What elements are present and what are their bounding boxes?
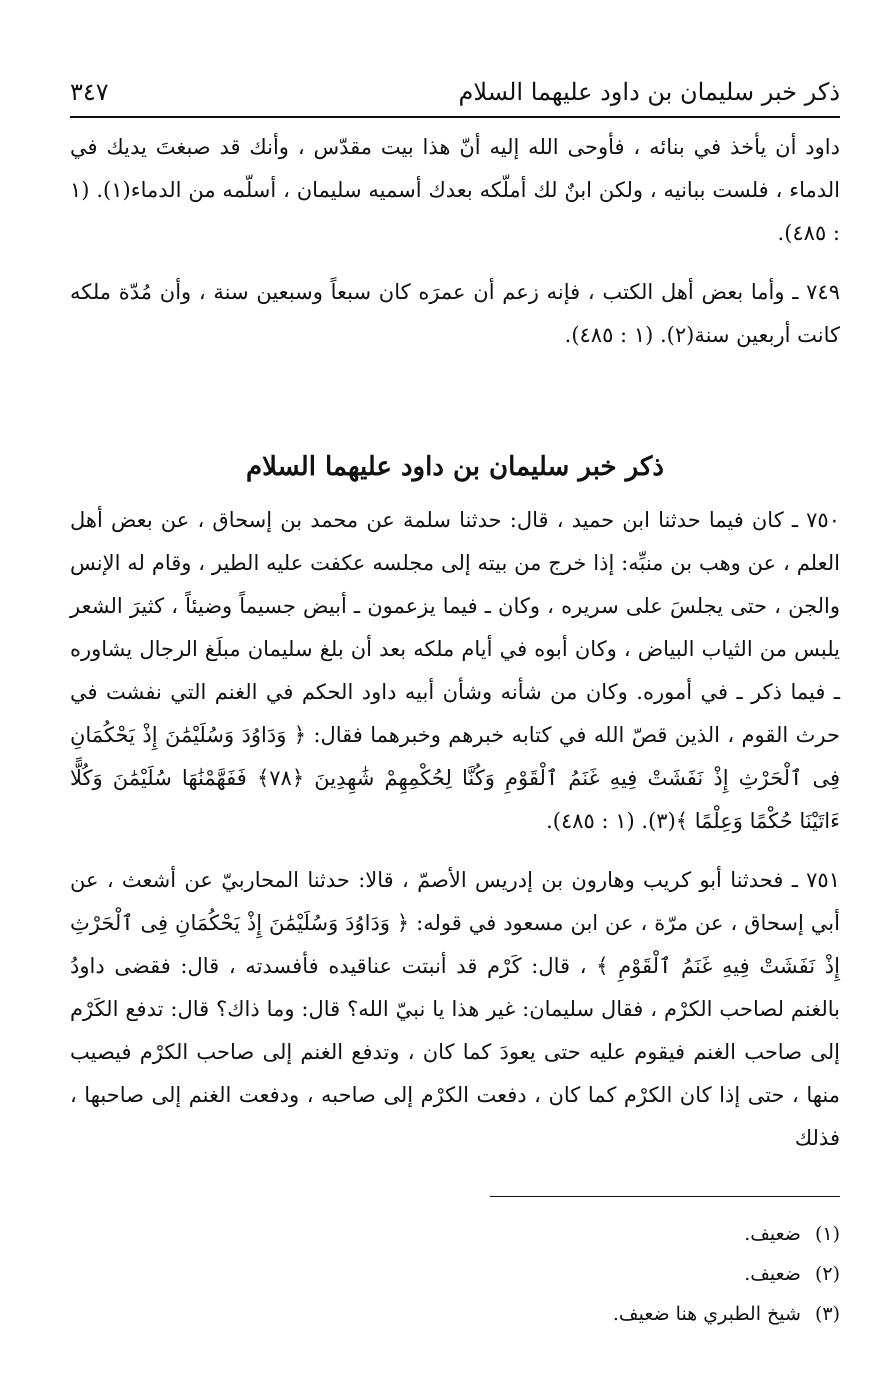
footnote-text: ضعيف. (744, 1263, 801, 1285)
paragraph: داود أن يأخذ في بنائه ، فأوحى الله إليه أنّ هذا بيت مقدّس ، وأنك قد صبغتَ يديك في الدماء ، فلست ببانيه ، ولكن ابنٌ لك أملّكه بعدك أسميه سليمان ، أسلّمه من الدماء(١). (١ : ٤٨٥). (70, 135, 840, 245)
running-header (70, 70, 840, 114)
footnote (70, 1214, 840, 1254)
footnote (70, 1254, 840, 1294)
footnote-number: (٣) (814, 1303, 840, 1325)
paragraph: ٧٥١ ـ فحدثنا أبو كريب وهارون بن إدريس الأصمّ ، قالا: حدثنا المحاربيّ عن أشعث ، عن أبي إسحاق ، عن مرّة ، عن ابن مسعود في قوله: ﴿ وَدَاوُدَ وَسُلَيْمَٰنَ إِذْ يَحْكُمَانِ فِى ٱلْحَرْثِ إِذْ نَفَشَتْ فِيهِ غَنَمُ ٱلْقَوْمِ ﴾ ، قال: كَرْم قد أنبتت عناقيده فأفسدته ، قال: فقضى داودُ بالغنم لصاحب الكرْم ، فقال سليمان: غير هذا يا نبيّ الله؟ قال: وما ذاك؟ قال: تدفع الكَرْم إلى صاحب الغنم فيقوم عليه حتى يعودَ كما كان ، وتدفع الغنم إلى صاحب الكرْم فيصيب منها ، حتى إذا كان الكرْم كما كان ، دفعت الكرْم إلى صاحبه ، ودفعت الغنم إلى صاحبها ، فذلك (70, 868, 840, 1150)
footnote (70, 1294, 840, 1334)
main-text (70, 126, 840, 1160)
page-number: ٣٤٧ (70, 78, 109, 106)
footnotes (70, 1214, 840, 1334)
paragraph: ٧٥٠ ـ كان فيما حدثنا ابن حميد ، قال: حدثنا سلمة عن محمد بن إسحاق ، عن بعض أهل العلم ، عن وهب بن منبِّه: إذا خرج من بيته إلى مجلسه عكفت عليه الطير ، وقام له الإنس والجن ، حتى يجلسَ على سريره ، وكان ـ فيما يزعمون ـ أبيض جسيماً وضيئاً ، كثيرَ الشعر يلبس من الثياب البياض ، وكان أبوه في أيام ملكه بعد أن بلغ سليمان مبلَغ الرجال يشاوره ـ فيما ذكر ـ في أموره. وكان من شأنه وشأن أبيه داود الحكم في الغنم التي نفشت في حرث القوم ، الذين قصّ الله في كتابه خبرهم وخبرهما فقال: ﴿ وَدَاوُدَ وَسُلَيْمَٰنَ إِذْ يَحْكُمَانِ فِى ٱلْحَرْثِ إِذْ نَفَشَتْ فِيهِ غَنَمُ ٱلْقَوْمِ وَكُنَّا لِحُكْمِهِمْ شَٰهِدِينَ ﴿٧٨﴾ فَفَهَّمْنَٰهَا سُلَيْمَٰنَ وَكُلًّا ءَاتَيْنَا حُكْمًا وَعِلْمًا ﴾(٣). (١ : ٤٨٥). (70, 508, 840, 833)
footnote-separator (490, 1196, 840, 1197)
running-title: ذكر خبر سليمان بن داود عليهما السلام (458, 78, 840, 106)
paragraph-gap (70, 843, 840, 859)
header-rule (70, 116, 840, 118)
section-title: ذكر خبر سليمان بن داود عليهما السلام (246, 452, 664, 482)
footnote-text: ضعيف. (744, 1223, 801, 1245)
footnote-text: شيخ الطبري هنا ضعيف. (612, 1303, 801, 1325)
footnote-number: (١) (814, 1223, 840, 1245)
paragraph-gap (70, 255, 840, 271)
section-gap (70, 357, 840, 443)
paragraph: ٧٤٩ ـ وأما بعض أهل الكتب ، فإنه زعم أن عمرَه كان سبعاً وسبعين سنة ، وأن مُدّة ملكه كانت أربعين سنة(٢). (١ : ٤٨٥). (70, 280, 840, 347)
footnote-number: (٢) (814, 1263, 840, 1285)
